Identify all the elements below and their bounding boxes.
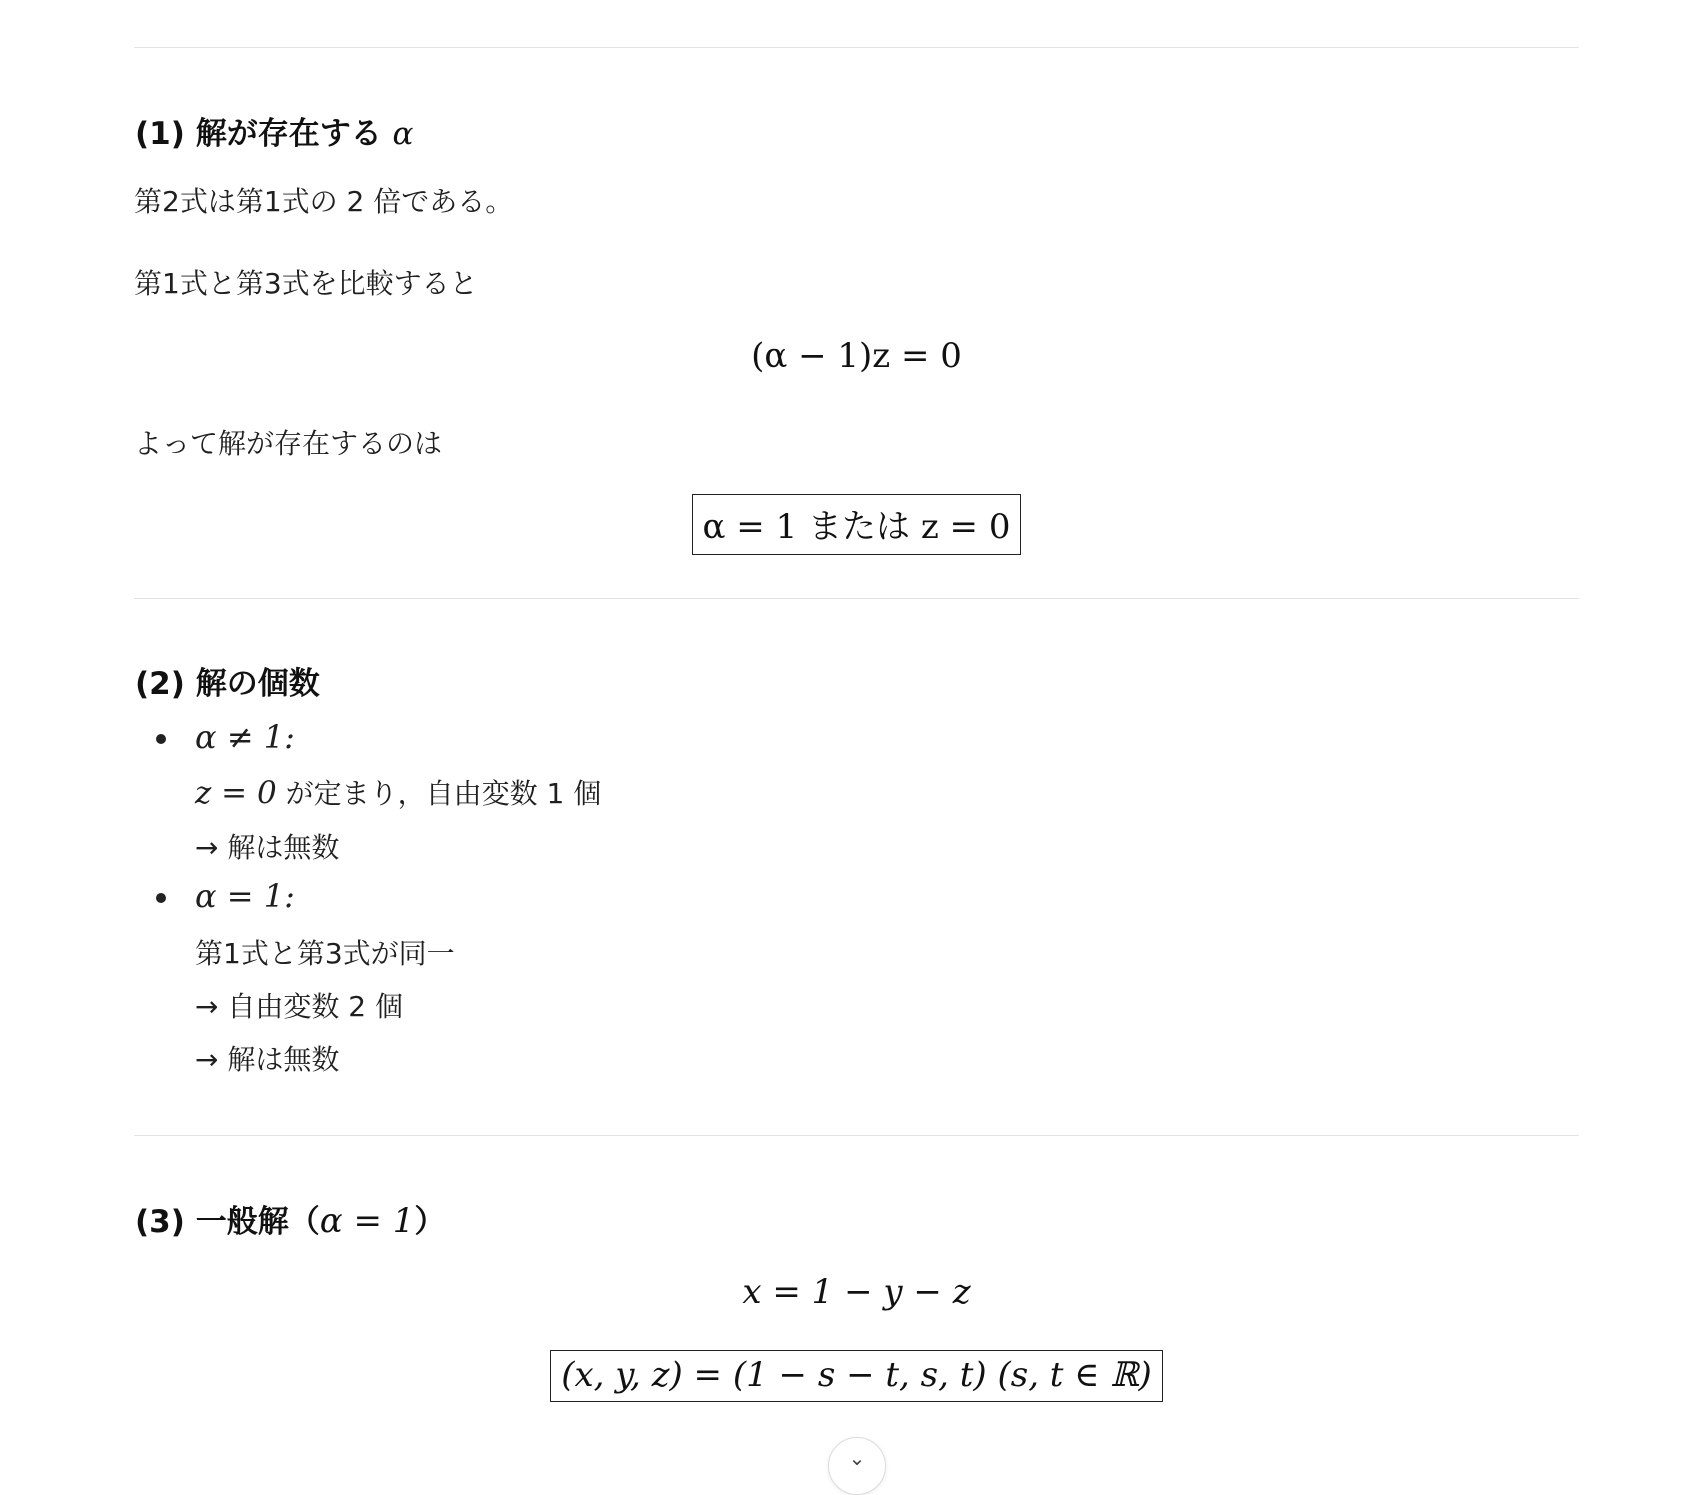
boxed-text: または [808, 507, 911, 547]
boxed-equation [692, 494, 1022, 555]
list-item-line: → 自由変数 2 個 [195, 990, 403, 1023]
list-item-line: → 解は無数 [195, 1043, 340, 1076]
list-item-line [195, 772, 601, 812]
boxed-math: α = 1 [702, 507, 809, 547]
boxed-result [134, 494, 1579, 555]
bullet-icon [156, 893, 166, 903]
paragraph [134, 180, 513, 220]
list-item-line: 第1式と第3式が同一 [195, 937, 455, 970]
section-3-heading-text: (3) 一般解（ [135, 1204, 320, 1240]
paragraph-number: 2 [346, 185, 365, 218]
list-item-text: が定まり，自由変数 1 個 [276, 777, 602, 810]
paragraph: 第1式と第3式を比較すると [134, 267, 478, 300]
divider [134, 598, 1579, 599]
section-3-heading-math: α = 1 [319, 1201, 415, 1241]
display-equation: x = 1 − y − z [742, 1272, 971, 1312]
paragraph-text: 倍である。 [364, 185, 514, 218]
chevron-down-icon: ⌄ [848, 1446, 866, 1470]
bullet-icon [156, 734, 166, 744]
boxed-result [134, 1350, 1579, 1402]
list-item-head: α ≠ 1: [195, 718, 295, 756]
list-item-line: → 解は無数 [195, 831, 340, 864]
section-1-heading-text: (1) 解が存在する [135, 116, 393, 152]
list-item-head: α = 1: [195, 877, 295, 915]
paragraph: よって解が存在するのは [134, 427, 443, 460]
section-2-heading: (2) 解の個数 [135, 666, 320, 702]
section-1-heading-math: α [392, 116, 414, 152]
divider [134, 47, 1579, 48]
section-3-heading-text: ） [414, 1204, 446, 1240]
divider [134, 1135, 1579, 1136]
paragraph-text: 第2式は第1式の [134, 185, 347, 218]
section-1-heading [135, 108, 413, 153]
section-3-heading [135, 1196, 445, 1241]
display-equation: (α − 1)z = 0 [751, 336, 962, 376]
scroll-down-button[interactable] [828, 1437, 886, 1495]
boxed-equation: (x, y, z) = (1 − s − t, s, t) (s, t ∈ ℝ) [550, 1350, 1163, 1402]
boxed-math: z = 0 [910, 507, 1011, 547]
list-item-math: z = 0 [195, 775, 277, 811]
